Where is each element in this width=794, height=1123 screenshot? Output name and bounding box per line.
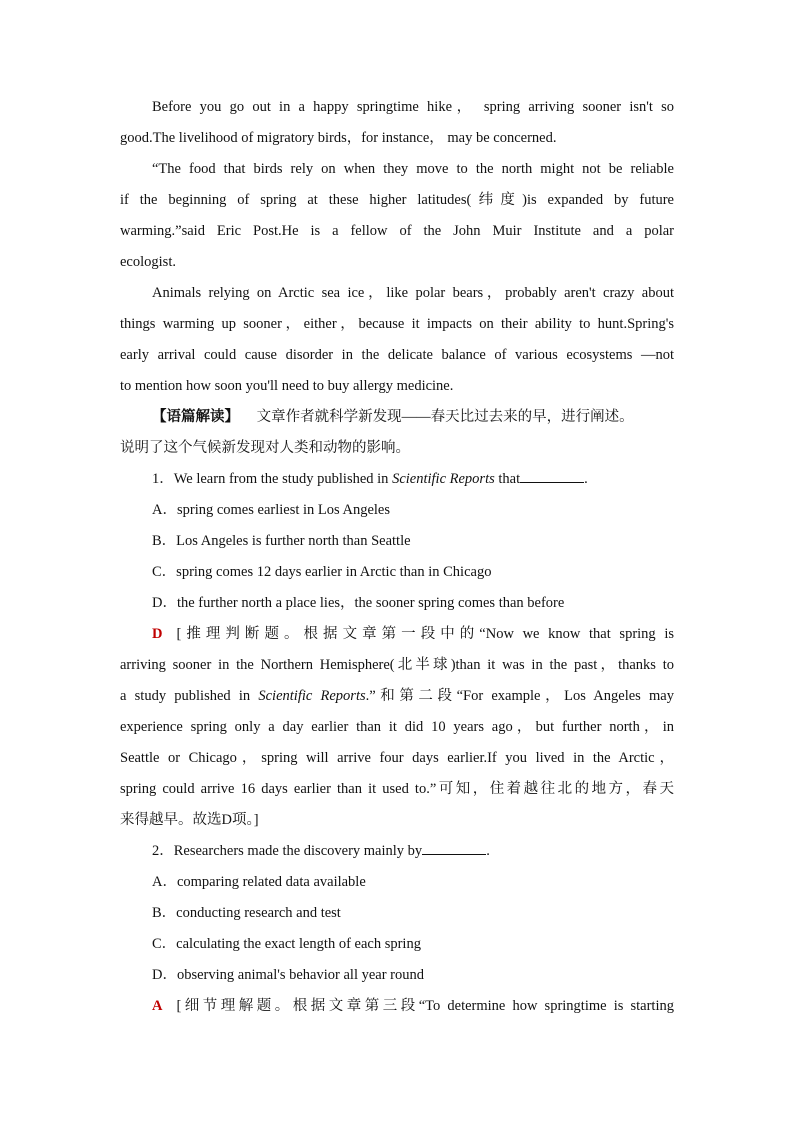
exp-text: .”和第二段“For example，Los Angeles may	[365, 688, 674, 704]
answer-blank	[520, 468, 584, 483]
text-line	[120, 681, 674, 712]
text-line: Before you go out in a happy springtime hike， spring arriving sooner isn't so	[152, 99, 674, 115]
text-line: early arrival could cause disorder in the delicate balance of various ecosystems —not	[120, 347, 674, 363]
analysis-text: 文章作者就科学新发现——春天比过去来的早，进行阐述。	[256, 409, 634, 425]
text-line: spring could arrive 16 days earlier than it used to.”可知，住着越往北的地方，春天	[120, 781, 674, 797]
question-2	[120, 836, 674, 1022]
explanation-2	[120, 991, 674, 1022]
exp-text: [推理判断题。根据文章第一段中的“Now we know that spring is	[176, 626, 674, 642]
text-line: experience spring only a day earlier than it did 10 years ago，but further north，in	[120, 719, 674, 735]
option-c: C．spring comes 12 days earlier in Arctic than in Chicago	[152, 564, 492, 580]
text-line: 说明了这个气候新发现对人类和动物的影响。	[120, 440, 410, 456]
stem-text: 1．We learn from the study published in	[152, 471, 393, 487]
text-line	[120, 991, 674, 1022]
text-line: arriving sooner in the Northern Hemisphere(北半球)than it was in the past，thanks to	[120, 657, 674, 673]
question-1	[120, 464, 674, 836]
stem-text: that	[494, 471, 521, 487]
text-line: “The food that birds rely on when they move to the north might not be reliable	[152, 161, 674, 177]
option-c: C．calculating the exact length of each spring	[152, 936, 421, 952]
option-a: A．spring comes earliest in Los Angeles	[152, 502, 390, 518]
option-b: B．conducting research and test	[152, 905, 341, 921]
text-line: Seattle or Chicago，spring will arrive four days earlier.If you lived in the Arctic，	[120, 750, 674, 766]
text-line: if the beginning of spring at these higher latitudes(纬度)is expanded by future	[120, 192, 674, 208]
passage-analysis	[120, 402, 674, 464]
question-stem	[120, 836, 674, 867]
exp-text: a study published in	[120, 688, 259, 704]
answer-blank	[422, 840, 486, 855]
stem-end: .	[584, 471, 588, 487]
answer-letter: D	[152, 626, 163, 642]
text-line: ecologist.	[120, 254, 176, 270]
stem-text: 2．Researchers made the discovery mainly by	[152, 843, 423, 859]
text-line: good.The livelihood of migratory birds，for instance， may be concerned.	[120, 130, 557, 146]
text-line	[120, 619, 674, 650]
text-line: warming.”said Eric Post.He is a fellow of the John Muir Institute and a polar	[120, 223, 674, 239]
text-line: Animals relying on Arctic sea ice，like polar bears，probably aren't crazy about	[152, 285, 674, 301]
document-page	[120, 92, 674, 1022]
option-d: D．observing animal's behavior all year round	[152, 967, 424, 983]
text-line: to mention how soon you'll need to buy allergy medicine.	[120, 378, 454, 394]
answer-letter: A	[152, 998, 163, 1014]
text-line: 来得越早。故选D项。]	[120, 812, 259, 828]
question-stem	[120, 464, 674, 495]
journal-name: Scientific Reports	[258, 688, 366, 704]
journal-name: Scientific Reports	[392, 471, 495, 487]
text-line	[120, 402, 674, 433]
paragraph-1	[120, 92, 674, 154]
analysis-label: 【语篇解读】	[152, 409, 239, 425]
option-a: A．comparing related data available	[152, 874, 366, 890]
option-d: D．the further north a place lies，the sooner spring comes than before	[152, 595, 565, 611]
text-line: things warming up sooner，either，because it impacts on their ability to hunt.Spring's	[120, 316, 674, 332]
exp-text: [细节理解题。根据文章第三段“To determine how springtime is starting	[176, 998, 674, 1014]
option-b: B．Los Angeles is further north than Seattle	[152, 533, 411, 549]
explanation-1	[120, 619, 674, 836]
paragraph-2	[120, 154, 674, 278]
paragraph-3	[120, 278, 674, 402]
stem-end: .	[486, 843, 490, 859]
